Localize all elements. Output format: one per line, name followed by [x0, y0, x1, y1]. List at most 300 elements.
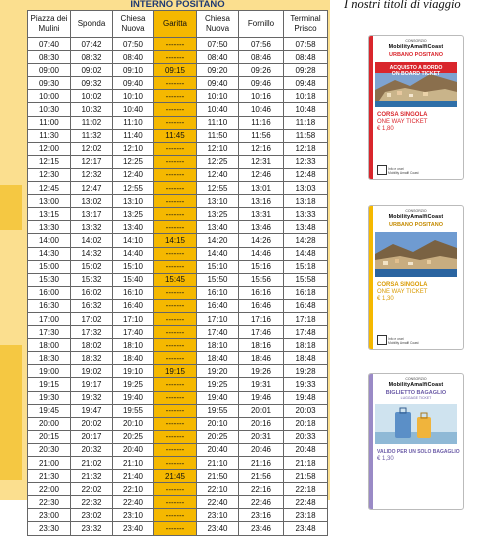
table-cell: 17:16: [239, 312, 284, 325]
table-cell: 15:58: [284, 273, 328, 286]
table-cell: 16:02: [71, 286, 113, 299]
table-cell: -------: [154, 260, 197, 273]
table-cell: 09:02: [71, 64, 113, 77]
table-cell: 13:25: [197, 208, 239, 221]
table-cell: 19:47: [71, 404, 113, 417]
table-cell: 11:02: [71, 116, 113, 129]
table-cell: 22:48: [284, 496, 328, 509]
table-cell: 19:48: [284, 391, 328, 404]
table-cell: 17:32: [71, 326, 113, 339]
table-cell: 19:26: [239, 365, 284, 378]
table-cell: 19:45: [28, 404, 71, 417]
table-row: [28, 457, 328, 470]
table-cell: 21:18: [284, 457, 328, 470]
table-cell: -------: [154, 457, 197, 470]
table-cell: 15:56: [239, 273, 284, 286]
table-cell: 18:48: [284, 352, 328, 365]
table-cell: 20:18: [284, 417, 328, 430]
ticket-subtitle-en: LUGGAGE TICKET: [400, 396, 432, 400]
table-cell: 07:50: [197, 38, 239, 51]
table-cell: 19:55: [197, 404, 239, 417]
table-cell: 12:40: [113, 168, 154, 181]
table-cell: 18:00: [28, 339, 71, 352]
table-cell: 21:56: [239, 470, 284, 483]
table-cell: -------: [154, 155, 197, 168]
timetable-title: INTERNO POSITANO: [28, 0, 328, 11]
table-cell: 10:10: [113, 90, 154, 103]
table-cell: 09:00: [28, 64, 71, 77]
table-cell: 14:00: [28, 234, 71, 247]
table-cell: 12:47: [71, 182, 113, 195]
table-cell: -------: [154, 339, 197, 352]
table-cell: 15:02: [71, 260, 113, 273]
table-cell: 19:00: [28, 365, 71, 378]
table-cell: 08:40: [197, 51, 239, 64]
table-cell: 10:40: [113, 103, 154, 116]
column-header: Garitta: [154, 11, 197, 38]
table-cell: -------: [154, 326, 197, 339]
table-cell: -------: [154, 195, 197, 208]
table-cell: 13:16: [239, 195, 284, 208]
table-cell: 20:31: [239, 430, 284, 443]
table-row: [28, 417, 328, 430]
table-row: [28, 182, 328, 195]
table-row: [28, 273, 328, 286]
table-cell: 16:46: [239, 299, 284, 312]
table-cell: -------: [154, 247, 197, 260]
table-cell: 09:30: [28, 77, 71, 90]
table-cell: 23:40: [197, 522, 239, 535]
table-cell: 08:48: [284, 51, 328, 64]
table-cell: 12:15: [28, 155, 71, 168]
table-cell: 09:10: [113, 64, 154, 77]
table-cell: 18:10: [113, 339, 154, 352]
table-cell: -------: [154, 312, 197, 325]
table-cell: 19:17: [71, 378, 113, 391]
table-cell: 21:10: [197, 457, 239, 470]
table-cell: 12:25: [113, 155, 154, 168]
table-cell: 14:02: [71, 234, 113, 247]
table-row: [28, 247, 328, 260]
table-row: [28, 286, 328, 299]
table-cell: 15:30: [28, 273, 71, 286]
table-cell: -------: [154, 38, 197, 51]
table-cell: 21:58: [284, 470, 328, 483]
table-cell: 17:18: [284, 312, 328, 325]
table-cell: 17:40: [113, 326, 154, 339]
table-cell: 12:17: [71, 155, 113, 168]
table-cell: 23:46: [239, 522, 284, 535]
table-cell: 12:02: [71, 142, 113, 155]
table-cell: 11:32: [71, 129, 113, 142]
table-cell: 22:46: [239, 496, 284, 509]
table-row: [28, 90, 328, 103]
table-cell: 15:10: [197, 260, 239, 273]
table-row: [28, 38, 328, 51]
table-cell: 08:32: [71, 51, 113, 64]
table-cell: 12:40: [197, 168, 239, 181]
table-cell: 14:32: [71, 247, 113, 260]
table-cell: 20:40: [113, 443, 154, 456]
table-row: [28, 326, 328, 339]
table-cell: 14:15: [154, 234, 197, 247]
table-cell: 20:48: [284, 443, 328, 456]
table-row: [28, 168, 328, 181]
table-cell: -------: [154, 221, 197, 234]
decorative-bar: [0, 185, 22, 230]
table-cell: 16:10: [197, 286, 239, 299]
table-cell: 14:30: [28, 247, 71, 260]
table-row: [28, 470, 328, 483]
table-row: [28, 208, 328, 221]
table-cell: 10:18: [284, 90, 328, 103]
table-cell: 12:30: [28, 168, 71, 181]
table-cell: -------: [154, 417, 197, 430]
column-header: Terminal Prisco: [284, 11, 328, 38]
table-cell: -------: [154, 522, 197, 535]
table-cell: 23:10: [113, 509, 154, 522]
table-row: [28, 221, 328, 234]
tickets-panel: [330, 0, 500, 500]
table-cell: 13:00: [28, 195, 71, 208]
table-cell: 19:20: [197, 365, 239, 378]
table-cell: 13:17: [71, 208, 113, 221]
table-cell: 20:17: [71, 430, 113, 443]
table-cell: 07:56: [239, 38, 284, 51]
table-cell: 15:32: [71, 273, 113, 286]
table-cell: 13:15: [28, 208, 71, 221]
table-cell: 19:15: [28, 378, 71, 391]
table-cell: 17:46: [239, 326, 284, 339]
table-cell: -------: [154, 116, 197, 129]
ticket-photo: [375, 62, 457, 107]
table-cell: -------: [154, 142, 197, 155]
table-cell: 11:40: [113, 129, 154, 142]
table-cell: 09:40: [197, 77, 239, 90]
table-cell: 13:10: [197, 195, 239, 208]
table-cell: 10:00: [28, 90, 71, 103]
table-cell: 21:32: [71, 470, 113, 483]
table-cell: 15:18: [284, 260, 328, 273]
table-cell: 12:10: [113, 142, 154, 155]
table-cell: 12:25: [197, 155, 239, 168]
table-cell: 18:46: [239, 352, 284, 365]
table-cell: 15:40: [113, 273, 154, 286]
table-cell: -------: [154, 103, 197, 116]
ticket-price: € 1,80: [377, 126, 394, 132]
table-row: [28, 155, 328, 168]
table-cell: -------: [154, 182, 197, 195]
table-cell: 13:25: [113, 208, 154, 221]
table-cell: 22:10: [197, 483, 239, 496]
table-cell: 23:02: [71, 509, 113, 522]
table-cell: 07:50: [113, 38, 154, 51]
table-cell: 10:10: [197, 90, 239, 103]
table-cell: -------: [154, 208, 197, 221]
table-cell: 11:45: [154, 129, 197, 142]
table-cell: 07:42: [71, 38, 113, 51]
table-cell: 19:10: [113, 365, 154, 378]
table-row: [28, 312, 328, 325]
table-cell: 13:18: [284, 195, 328, 208]
table-row: [28, 352, 328, 365]
table-cell: 09:28: [284, 64, 328, 77]
table-cell: 13:40: [113, 221, 154, 234]
ticket-header: CONSORZIO: [405, 377, 427, 381]
table-cell: 23:16: [239, 509, 284, 522]
table-cell: 12:18: [284, 142, 328, 155]
table-cell: 13:32: [71, 221, 113, 234]
table-cell: 07:58: [284, 38, 328, 51]
ticket-card: [368, 205, 464, 350]
table-row: [28, 483, 328, 496]
table-cell: 17:30: [28, 326, 71, 339]
ticket-photo: [375, 232, 457, 277]
table-cell: 11:10: [113, 116, 154, 129]
table-cell: 13:02: [71, 195, 113, 208]
ticket-band: [369, 206, 373, 349]
table-cell: 11:56: [239, 129, 284, 142]
table-cell: 14:48: [284, 247, 328, 260]
table-cell: 14:26: [239, 234, 284, 247]
table-cell: 21:40: [113, 470, 154, 483]
ticket-fare-en: ONE WAY TICKET: [377, 289, 428, 295]
ticket-brand: MobilityAmalfiCoast: [388, 44, 444, 50]
table-row: [28, 522, 328, 535]
table-cell: 19:32: [71, 391, 113, 404]
table-row: [28, 365, 328, 378]
tickets-title: I nostri titoli di viaggio: [344, 0, 461, 11]
table-cell: -------: [154, 77, 197, 90]
table-cell: -------: [154, 496, 197, 509]
table-cell: 19:40: [113, 391, 154, 404]
table-cell: 22:40: [197, 496, 239, 509]
table-row: [28, 339, 328, 352]
table-row: [28, 234, 328, 247]
table-cell: 19:25: [197, 378, 239, 391]
positano-photo-icon: [375, 232, 457, 277]
table-cell: 23:48: [284, 522, 328, 535]
table-cell: 12:45: [28, 182, 71, 195]
table-cell: 09:48: [284, 77, 328, 90]
table-cell: 09:40: [113, 77, 154, 90]
table-cell: 23:10: [197, 509, 239, 522]
table-cell: 23:18: [284, 509, 328, 522]
table-cell: 12:48: [284, 168, 328, 181]
table-cell: 18:40: [197, 352, 239, 365]
table-cell: 20:02: [71, 417, 113, 430]
ticket-photo: [375, 404, 457, 444]
table-cell: -------: [154, 430, 197, 443]
table-cell: 19:33: [284, 378, 328, 391]
table-row: [28, 129, 328, 142]
table-cell: 10:48: [284, 103, 328, 116]
table-cell: 17:10: [197, 312, 239, 325]
table-cell: 23:00: [28, 509, 71, 522]
table-cell: 12:55: [197, 182, 239, 195]
table-cell: -------: [154, 509, 197, 522]
table-row: [28, 51, 328, 64]
table-cell: 20:33: [284, 430, 328, 443]
timetable-body: [28, 38, 328, 536]
table-cell: -------: [154, 168, 197, 181]
table-cell: 08:40: [113, 51, 154, 64]
table-cell: 14:28: [284, 234, 328, 247]
table-cell: 19:40: [197, 391, 239, 404]
table-cell: 09:20: [197, 64, 239, 77]
table-cell: 15:10: [113, 260, 154, 273]
table-cell: 20:46: [239, 443, 284, 456]
table-cell: 11:50: [197, 129, 239, 142]
table-row: [28, 391, 328, 404]
table-cell: 22:10: [113, 483, 154, 496]
ticket-fare: CORSA SINGOLA: [377, 112, 428, 118]
ticket-photo-label: ACQUISTO A BORDO ON BOARD TICKET: [389, 65, 443, 77]
table-cell: 21:00: [28, 457, 71, 470]
table-cell: 17:10: [113, 312, 154, 325]
table-cell: 14:10: [113, 234, 154, 247]
table-cell: -------: [154, 51, 197, 64]
table-cell: 22:16: [239, 483, 284, 496]
table-cell: 13:40: [197, 221, 239, 234]
table-cell: 16:40: [197, 299, 239, 312]
table-cell: 15:45: [154, 273, 197, 286]
table-cell: 18:32: [71, 352, 113, 365]
ticket-price: € 1,30: [377, 456, 394, 462]
table-cell: 17:48: [284, 326, 328, 339]
table-cell: -------: [154, 352, 197, 365]
table-cell: 13:03: [284, 182, 328, 195]
table-cell: 16:18: [284, 286, 328, 299]
table-cell: -------: [154, 391, 197, 404]
table-row: [28, 378, 328, 391]
table-cell: 10:32: [71, 103, 113, 116]
table-cell: 23:40: [113, 522, 154, 535]
qr-code-icon: [377, 165, 387, 175]
table-cell: 20:30: [28, 443, 71, 456]
ticket-header: CONSORZIO: [405, 39, 427, 43]
ticket-subtitle: URBANO POSITANO: [389, 222, 443, 228]
table-cell: -------: [154, 299, 197, 312]
table-cell: 16:32: [71, 299, 113, 312]
table-cell: 12:10: [197, 142, 239, 155]
table-row: [28, 496, 328, 509]
ticket-subtitle: BIGLIETTO BAGAGLIO: [385, 390, 447, 396]
timetable-table: [27, 0, 328, 536]
table-cell: 20:15: [28, 430, 71, 443]
table-cell: 20:10: [113, 417, 154, 430]
table-cell: 12:32: [71, 168, 113, 181]
table-row: [28, 443, 328, 456]
table-cell: 19:46: [239, 391, 284, 404]
qr-code-icon: [377, 335, 387, 345]
table-cell: 10:40: [197, 103, 239, 116]
table-cell: 19:02: [71, 365, 113, 378]
table-cell: 10:02: [71, 90, 113, 103]
table-cell: 23:32: [71, 522, 113, 535]
table-cell: 09:32: [71, 77, 113, 90]
table-cell: 20:16: [239, 417, 284, 430]
table-row: [28, 103, 328, 116]
table-cell: 18:10: [197, 339, 239, 352]
table-cell: 14:20: [197, 234, 239, 247]
table-cell: 10:46: [239, 103, 284, 116]
table-cell: 07:40: [28, 38, 71, 51]
table-row: [28, 77, 328, 90]
table-cell: 22:32: [71, 496, 113, 509]
table-cell: 22:40: [113, 496, 154, 509]
timetable-header-row: [28, 11, 328, 38]
table-cell: 12:31: [239, 155, 284, 168]
table-cell: 16:10: [113, 286, 154, 299]
table-cell: 19:28: [284, 365, 328, 378]
ticket-fare: CORSA SINGOLA: [377, 282, 428, 288]
table-cell: 22:18: [284, 483, 328, 496]
table-cell: -------: [154, 443, 197, 456]
table-row: [28, 195, 328, 208]
column-header: Piazza dei Mulini: [28, 11, 71, 38]
table-cell: 20:00: [28, 417, 71, 430]
table-cell: 20:10: [197, 417, 239, 430]
table-cell: 11:30: [28, 129, 71, 142]
column-header: Fornillo: [239, 11, 284, 38]
ticket-fare: VALIDO PER UN SOLO BAGAGLIO: [377, 449, 460, 455]
table-cell: 11:58: [284, 129, 328, 142]
table-cell: 12:46: [239, 168, 284, 181]
table-cell: 10:30: [28, 103, 71, 116]
luggage-icon: [375, 404, 457, 444]
table-cell: 17:40: [197, 326, 239, 339]
table-row: [28, 509, 328, 522]
table-cell: 14:40: [197, 247, 239, 260]
table-cell: 20:32: [71, 443, 113, 456]
table-cell: 08:46: [239, 51, 284, 64]
timetable: [27, 0, 327, 536]
table-cell: 20:01: [239, 404, 284, 417]
table-cell: 16:30: [28, 299, 71, 312]
table-cell: 20:25: [197, 430, 239, 443]
table-cell: 19:25: [113, 378, 154, 391]
table-cell: 12:16: [239, 142, 284, 155]
table-cell: 12:00: [28, 142, 71, 155]
table-cell: 19:15: [154, 365, 197, 378]
table-cell: 15:50: [197, 273, 239, 286]
table-cell: 09:15: [154, 64, 197, 77]
table-cell: 19:30: [28, 391, 71, 404]
table-row: [28, 64, 328, 77]
table-cell: 15:16: [239, 260, 284, 273]
ticket-price: € 1,30: [377, 296, 394, 302]
table-cell: 13:33: [284, 208, 328, 221]
table-cell: 16:48: [284, 299, 328, 312]
ticket-band: [369, 374, 373, 509]
table-cell: 19:31: [239, 378, 284, 391]
table-cell: 21:30: [28, 470, 71, 483]
table-row: [28, 404, 328, 417]
table-row: [28, 260, 328, 273]
column-header: Chiesa Nuova: [197, 11, 239, 38]
table-cell: 21:50: [197, 470, 239, 483]
table-cell: 09:46: [239, 77, 284, 90]
ticket-footer: Info e orari Mobility Amalfi Coast: [388, 337, 419, 345]
table-cell: 20:03: [284, 404, 328, 417]
table-cell: 18:30: [28, 352, 71, 365]
table-cell: 12:33: [284, 155, 328, 168]
table-row: [28, 299, 328, 312]
table-cell: 13:48: [284, 221, 328, 234]
table-cell: 14:40: [113, 247, 154, 260]
table-cell: 13:46: [239, 221, 284, 234]
